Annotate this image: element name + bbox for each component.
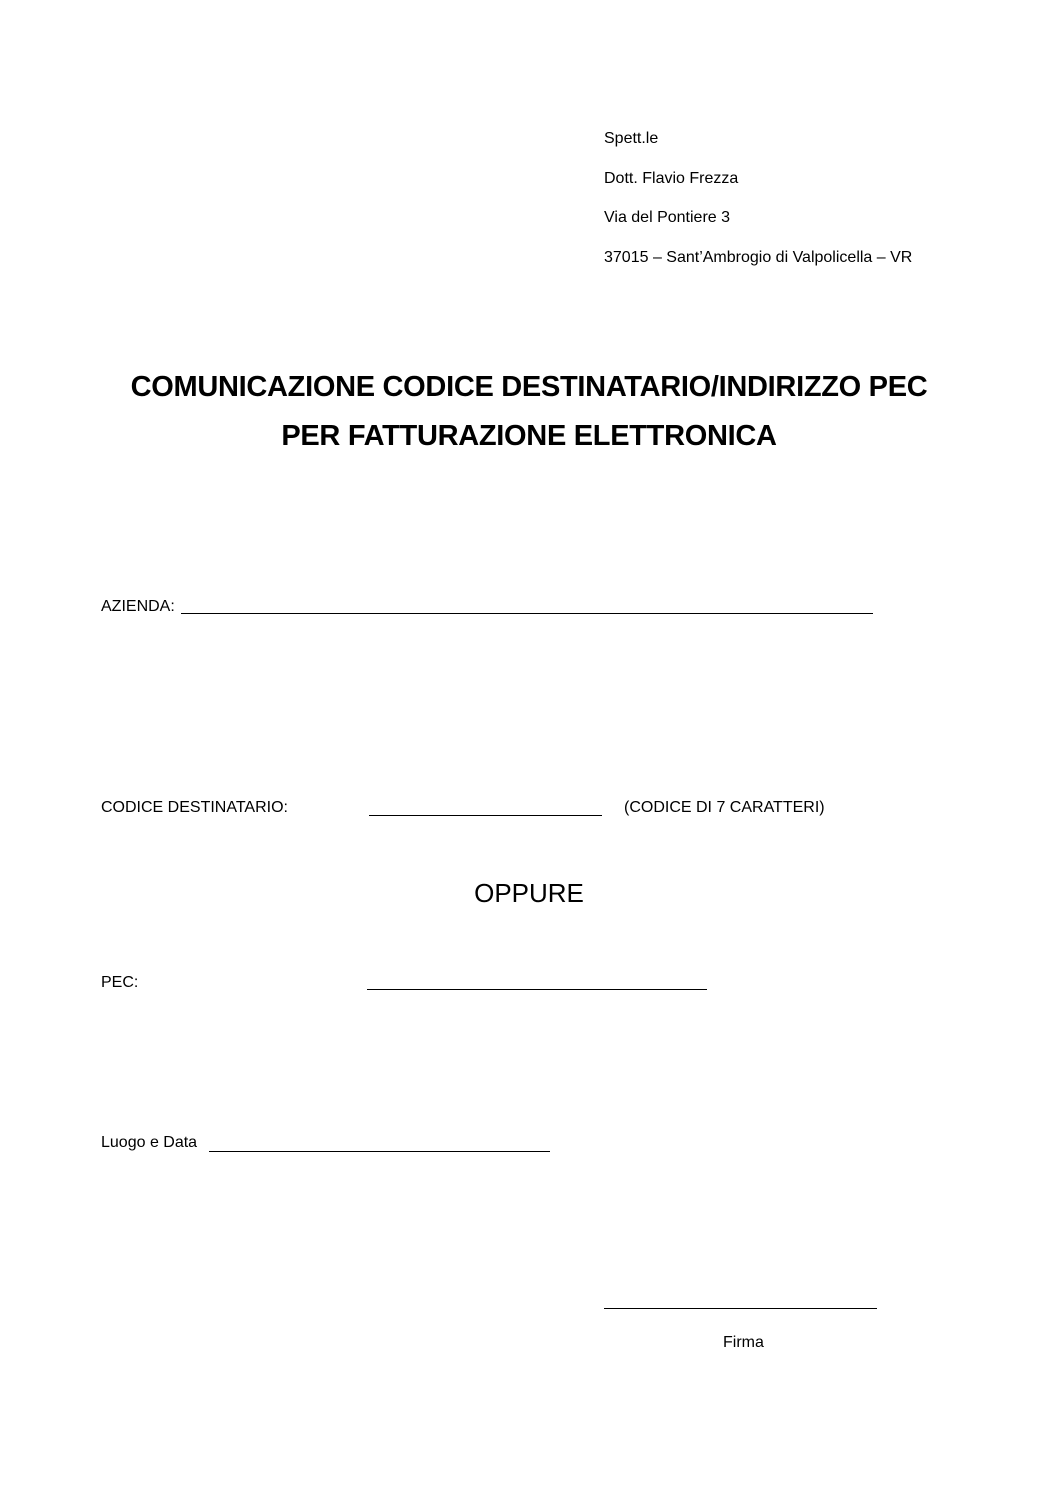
firma-fill-line[interactable] xyxy=(604,1308,877,1309)
document-title-line-1: COMUNICAZIONE CODICE DESTINATARIO/INDIRIZZO PEC xyxy=(130,371,928,403)
document-title-line-2: PER FATTURAZIONE ELETTRONICA xyxy=(281,420,777,452)
firma-label: Firma xyxy=(723,1334,764,1351)
pec-label: PEC: xyxy=(101,974,139,991)
luogo-data-fill-line[interactable] xyxy=(209,1151,550,1152)
luogo-data-label: Luogo e Data xyxy=(101,1134,198,1151)
codice-destinatario-note: (CODICE DI 7 CARATTERI) xyxy=(624,799,825,816)
codice-destinatario-label: CODICE DESTINATARIO: xyxy=(101,799,288,816)
codice-destinatario-fill-line[interactable] xyxy=(369,815,602,816)
recipient-street: Via del Pontiere 3 xyxy=(604,209,731,226)
pec-fill-line[interactable] xyxy=(367,989,707,990)
oppure-separator: OPPURE xyxy=(474,878,584,908)
recipient-city: 37015 – Sant’Ambrogio di Valpolicella – VR xyxy=(604,249,913,266)
azienda-label: AZIENDA: xyxy=(101,598,175,615)
recipient-salutation: Spett.le xyxy=(604,130,659,147)
azienda-fill-line[interactable] xyxy=(181,613,873,614)
recipient-name: Dott. Flavio Frezza xyxy=(604,170,739,187)
